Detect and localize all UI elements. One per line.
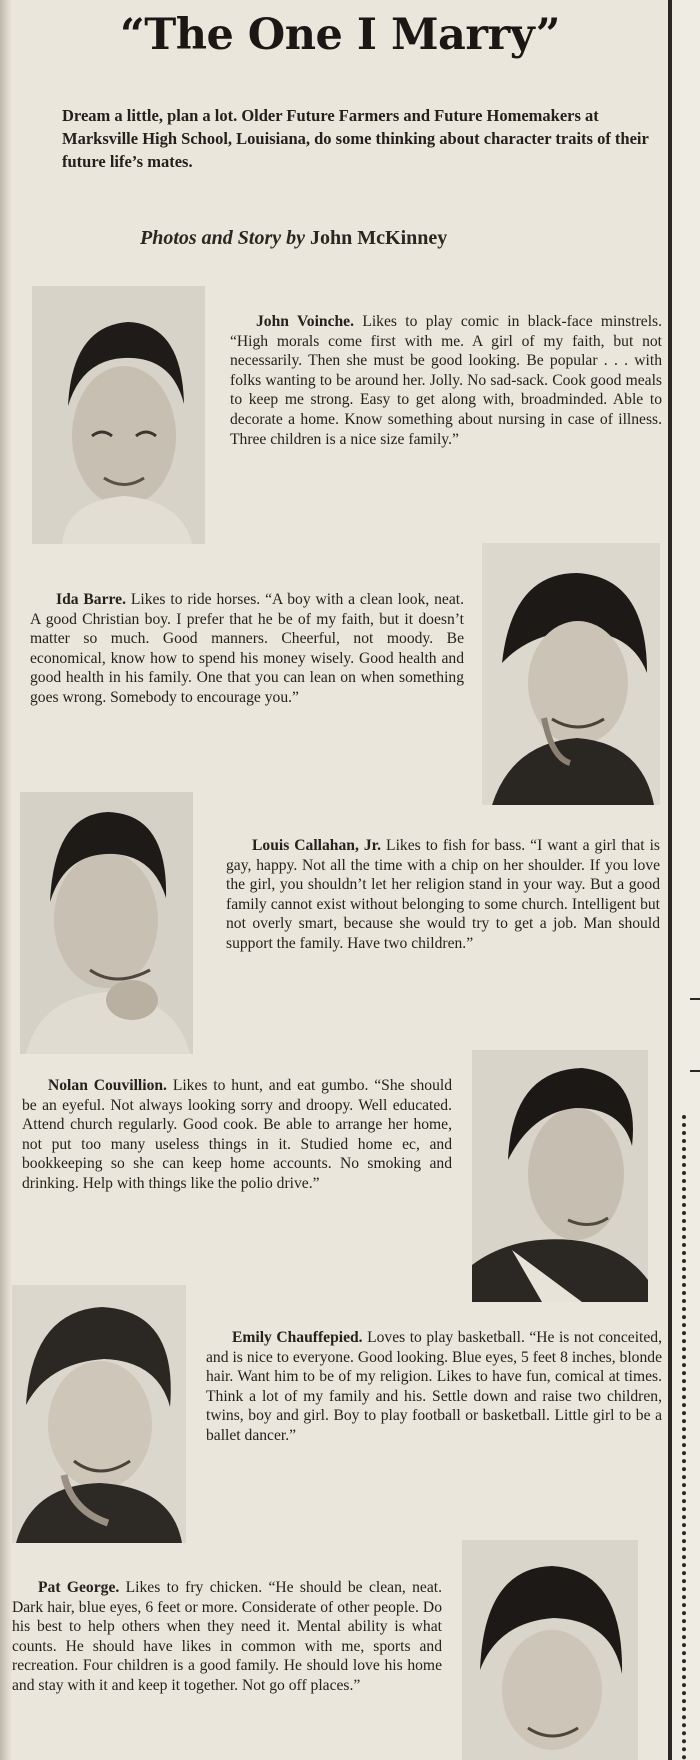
dotted-border [682, 1115, 686, 1760]
profile-text: Likes to play comic in black-face minstrels. “High morals come first with me. A girl of my faith, but not necessarily. Then she must be good looking. Be popular . . . with folks wanting to be around her. Jolly. No sad-sack. Cook good meals to keep me strong. Easy to get along with, broadminded. Able to decorate a home. Know something about nursing in case of illness. Three children is a nice size family.” [230, 313, 662, 448]
profile-entry [226, 836, 660, 954]
profile-text: Likes to ride horses. “A boy with a clean look, neat. A good Christian boy. I prefer that he be of my faith, but it doesn’t matter so much. Good manners. Cheerful, not moody. Be economical, know how to spend his money wisely. Good health and good health in his family. One that you can lean on when something goes wrong. Somebody to encourage you.” [30, 591, 464, 706]
profile-entry [30, 590, 464, 708]
profile-name: Louis Callahan, Jr. [252, 837, 382, 854]
margin-mark [690, 998, 700, 1000]
profile-text: Loves to play basketball. “He is not conceited, and is nice to everyone. Good looking. Blue eyes, 5 feet 8 inches, blonde hair. Want him to be of my religion. Likes to have fun, comical at times. Think a lot of my family and his. Settle down and raise two children, twins, boy and girl. Boy to play football or basketball. Little girl to be a ballet dancer.” [206, 1329, 662, 1444]
article-title: “The One I Marry” [119, 10, 561, 60]
profile-name: Emily Chauffepied. [232, 1329, 363, 1346]
profile-name: Nolan Couvillion. [48, 1077, 167, 1094]
article-intro: Dream a little, plan a lot. Older Future Farmers and Future Homemakers at Marksville High School, Louisiana, do some thinking about character traits of their future life’s mates. [62, 106, 649, 171]
profile-name: Pat George. [38, 1579, 120, 1596]
profile-text: Likes to fry chicken. “He should be clean, neat. Dark hair, blue eyes, 6 feet or more. Considerate of other people. Do his best to help others when they need it. Mental ability is what counts. He should have likes in common with me, sports and recreation. Four children is a good family. He should love his home and stay with it and keep it together. Not go off places.” [12, 1579, 442, 1694]
page-gutter [0, 0, 12, 1760]
profile-name: Ida Barre. [56, 591, 126, 608]
article-byline [140, 227, 600, 250]
portrait-photo [462, 1540, 638, 1760]
profile-entry [22, 1076, 452, 1194]
profile-name: John Voinche. [256, 313, 355, 330]
adjacent-page-margin [672, 0, 700, 1760]
byline-author: John McKinney [310, 227, 448, 249]
profile-entry [206, 1328, 662, 1446]
portrait-photo [482, 543, 660, 805]
profile-text: Likes to hunt, and eat gumbo. “She should be an eyeful. Not always looking sorry and droopy. Well educated. Attend church regularly. Good cook. Be able to arrange her home, not put too many useless things in it. Studied home ec, and bookkeeping so she can keep home accounts. No smoking and drinking. Help with things like the polio drive.” [22, 1077, 452, 1192]
profile-text: Likes to fish for bass. “I want a girl that is gay, happy. Not all the time with a chip on her shoulder. If you love the girl, you shouldn’t let her religion stand in your way. But a good family cannot exist without belonging to some church. Intelligent but not overly smart, because she would try to get a job. Man should support the family. Have two children.” [226, 837, 660, 952]
byline-lead: Photos and Story by [140, 227, 306, 249]
profile-entry [12, 1578, 442, 1696]
portrait-photo [20, 792, 193, 1054]
portrait-photo [472, 1050, 648, 1302]
margin-mark [690, 1070, 700, 1072]
portrait-photo [12, 1285, 186, 1543]
profile-entry [230, 312, 662, 449]
portrait-photo [32, 286, 205, 544]
